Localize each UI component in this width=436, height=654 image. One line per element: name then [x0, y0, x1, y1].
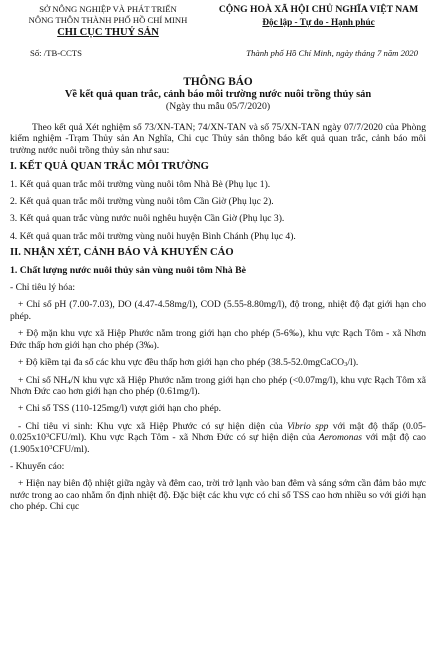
ammonium-text-a: + Chỉ số NH — [18, 374, 68, 386]
motto: Độc lập - Tự do - Hạnh phúc — [262, 17, 375, 27]
tss-paragraph: + Chỉ số TSS (110-125mg/l) vượt giới hạn cho phép. — [18, 403, 222, 415]
list-item: 4. Kết quả quan trắc môi trường vùng nuôi huyện Bình Chánh (Phụ lục 4). — [10, 230, 296, 242]
ammonium-text-b: /N khu vực xã Hiệp Phước nằm trong giới hạn cho phép (<0.07mg/l), khu vực Rạch Tôm xã Nhơn Đức cao hơn giới hạn cho phép (0.61mg/l). — [10, 374, 426, 397]
sample-date: (Ngày thu mẫu 05/7/2020) — [165, 101, 271, 112]
list-item: 2. Kết quả quan trắc môi trường vùng nuôi tôm Cần Giờ (Phụ lục 2). — [10, 196, 274, 208]
exponent-1: 3 — [45, 432, 50, 440]
place-date: Thành phố Hồ Chí Minh, ngày tháng 7 năm 2020 — [246, 48, 418, 58]
intro-paragraph: Theo kết quả Xét nghiệm số 73/XN-TAN; 74/XN-TAN và số 75/XN-TAN ngày 07/7/2020 của Phòng kiểm nghiệm -Trạm Thủy sản An Nghĩa, Chi cục Thủy sản thông báo kết quả quan trắc, cảnh báo môi trường nước nuôi trồng thủy sản như sau: — [10, 122, 426, 156]
section-1-heading: I. KẾT QUẢ QUAN TRẮC MÔI TRƯỜNG — [10, 161, 209, 173]
agency-line-2: NÔNG THÔN THÀNH PHỐ HỒ CHÍ MINH — [28, 15, 188, 25]
document-number: Số: /TB-CCTS — [30, 48, 82, 58]
agency-block — [10, 4, 206, 38]
document-number-row — [10, 48, 426, 58]
microbio-text-e: CFU/ml). — [52, 443, 90, 455]
microbio-paragraph — [10, 421, 426, 455]
doc-subtitle: Về kết quả quan trắc, cảnh báo môi trường nước nuôi trồng thủy sản — [64, 89, 372, 100]
alkalinity-text-a: + Độ kiềm tại đa số các khu vực đều thấp hơn giới hạn cho phép (38.5-52.0mgCaCO — [18, 357, 345, 369]
list-item: 3. Kết quả quan trắc vùng nước nuôi nghêu huyện Cần Giờ (Phụ lục 3). — [10, 213, 285, 225]
microbio-text-c: CFU/ml). Khu vực Rạch Tôm - xã Nhơn Đức có sự hiện diện của — [49, 432, 319, 444]
ph-paragraph: + Chỉ số pH (7.00-7.03), DO (4.47-4.58mg/l), COD (5.55-8.80mg/l), độ trong, nhiệt độ đạt giới hạn cho phép. — [10, 299, 426, 322]
physchem-label: - Chỉ tiêu lý hóa: — [10, 282, 76, 294]
agency-name: CHI CỤC THUỶ SẢN — [57, 27, 159, 38]
subsection-heading: 1. Chất lượng nước nuôi thủy sản vùng nuôi tôm Nhà Bè — [10, 264, 247, 276]
vibrio-name: Vibrio spp — [287, 420, 329, 432]
exponent-2: 3 — [49, 443, 53, 451]
microbio-text-d: với mật độ cao (1.905x10 — [10, 432, 426, 455]
microbio-text-b: với mật độ thấp (0.05-0.025x10 — [10, 420, 426, 444]
recommendation-label: - Khuyến cáo: — [10, 460, 65, 472]
microbio-text-a: - Chỉ tiêu vi sinh: Khu vực xã Hiệp Phước có sự hiện diện của — [18, 420, 288, 432]
document-header — [10, 4, 426, 38]
ammonium-paragraph — [10, 375, 426, 398]
national-motto-block — [211, 4, 426, 38]
salinity-paragraph: + Độ mặn khu vực xã Hiệp Phước nằm trong giới hạn cho phép (5-6‰), khu vực Rạch Tôm - xã Nhơn Đức thấp hơn giới hạn cho phép (3‰). — [10, 328, 426, 351]
list-item: 1. Kết quả quan trắc môi trường vùng nuôi tôm Nhà Bè (Phụ lục 1). — [10, 178, 271, 190]
agency-line-1: SỞ NÔNG NGHIỆP VÀ PHÁT TRIỂN — [39, 4, 177, 14]
recommendation-paragraph: + Hiện nay biên độ nhiệt giữa ngày và đêm cao, trời trở lạnh vào ban đêm và sáng sớm cần đảm bảo mực nước trong ao cao nhằm ổn định nhiệt độ. Đặc biệt các khu vực có chỉ số TSS cao hơn nhiều so với giới hạn cho phép. Chi cục — [10, 478, 426, 513]
ammonium-subscript: 4 — [67, 378, 71, 386]
aeromonas-name: Aeromonas — [318, 432, 363, 444]
doc-title: THÔNG BÁO — [183, 76, 253, 88]
country-name: CỘNG HOÀ XÃ HỘI CHỦ NGHĨA VIỆT NAM — [218, 4, 419, 15]
alkalinity-paragraph — [10, 357, 426, 368]
alkalinity-subscript: 3 — [344, 361, 348, 369]
alkalinity-text-b: /l). — [347, 357, 359, 369]
section-2-heading: II. NHẬN XÉT, CẢNH BÁO VÀ KHUYẾN CÁO — [10, 247, 234, 259]
